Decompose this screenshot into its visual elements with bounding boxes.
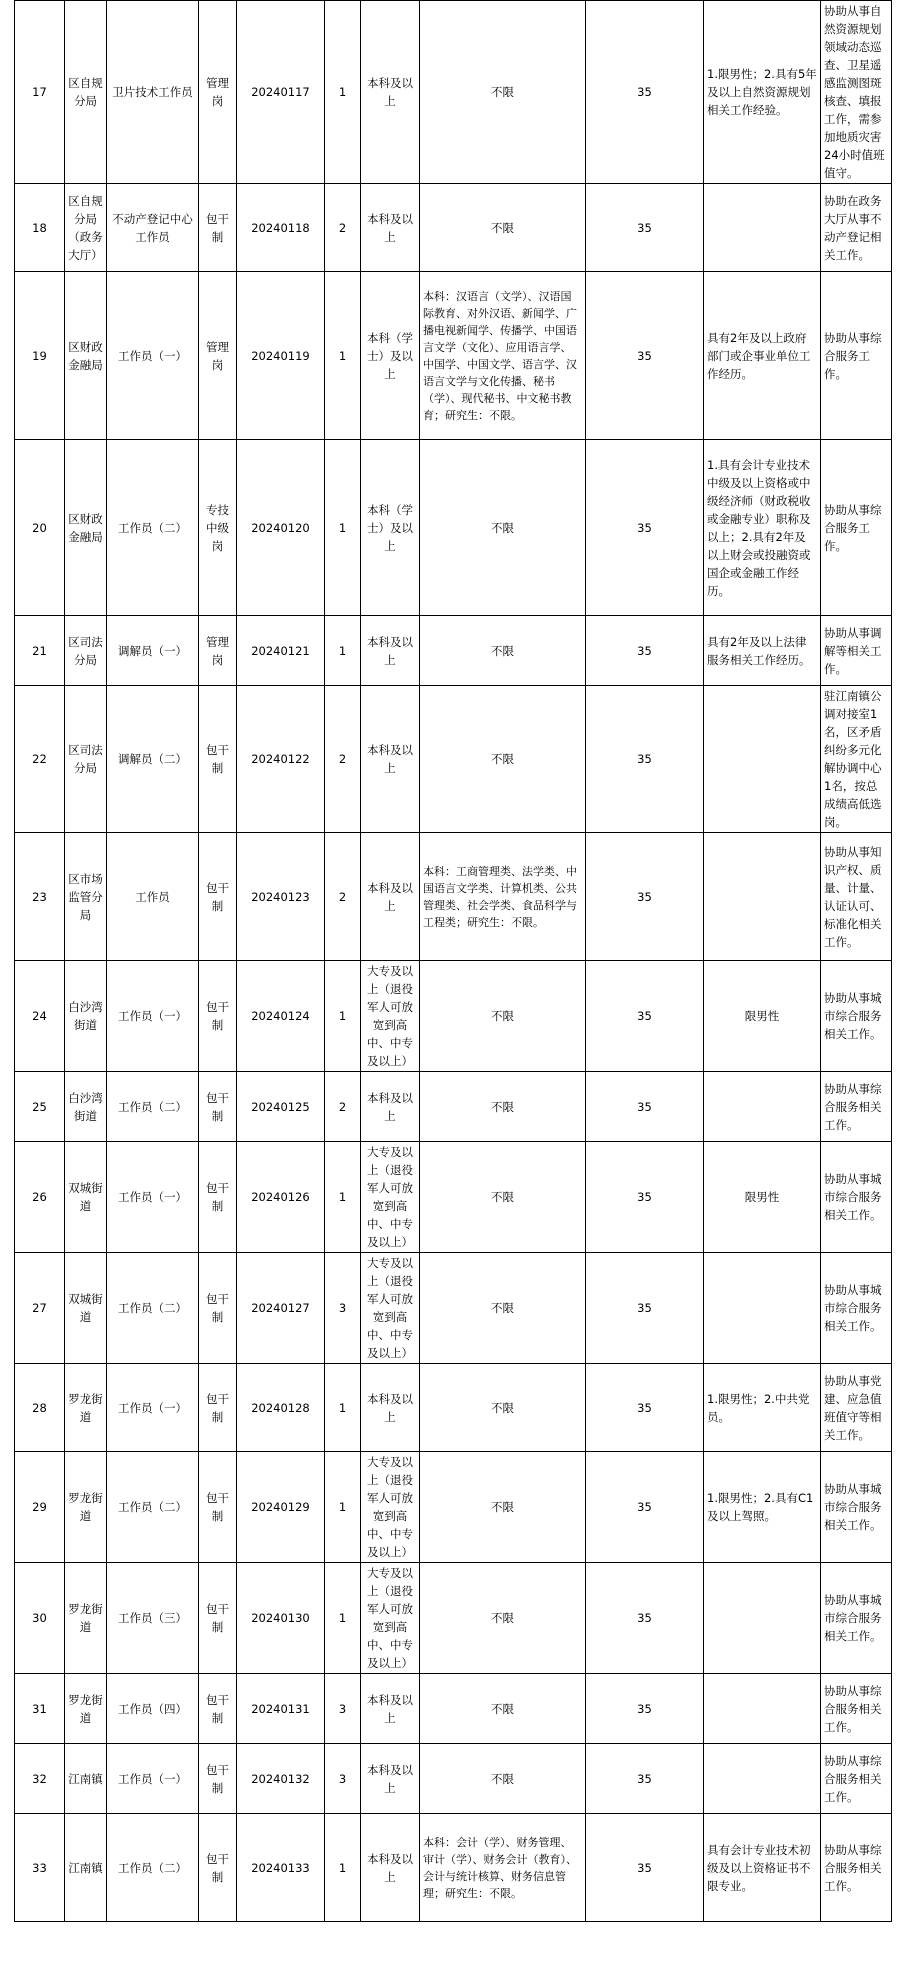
other-requirements-cell xyxy=(704,1744,821,1814)
position-cell: 调解员（二） xyxy=(107,686,199,833)
table-row xyxy=(15,1,892,184)
position-type-cell: 包干制 xyxy=(199,1814,237,1922)
position-code-cell: 20240119 xyxy=(237,272,325,440)
age-cell: 35 xyxy=(586,184,704,272)
row-number: 22 xyxy=(15,686,65,833)
headcount-cell: 2 xyxy=(325,184,361,272)
unit-cell: 双城街道 xyxy=(65,1253,107,1364)
row-number: 30 xyxy=(15,1563,65,1674)
headcount-cell: 2 xyxy=(325,686,361,833)
duty-cell: 协助从事城市综合服务相关工作。 xyxy=(821,961,892,1072)
position-cell: 工作员（二） xyxy=(107,1072,199,1142)
unit-cell: 罗龙街道 xyxy=(65,1452,107,1563)
table-row xyxy=(15,1452,892,1563)
age-cell: 35 xyxy=(586,1452,704,1563)
education-cell: 本科及以上 xyxy=(361,1364,420,1452)
position-type-cell: 包干制 xyxy=(199,184,237,272)
headcount-cell: 1 xyxy=(325,1,361,184)
major-cell: 不限 xyxy=(420,1142,586,1253)
headcount-cell: 1 xyxy=(325,616,361,686)
headcount-cell: 1 xyxy=(325,1814,361,1922)
position-cell: 调解员（一） xyxy=(107,616,199,686)
headcount-cell: 1 xyxy=(325,1142,361,1253)
unit-cell: 罗龙街道 xyxy=(65,1364,107,1452)
row-number: 20 xyxy=(15,440,65,616)
education-cell: 大专及以上（退役军人可放宽到高中、中专及以上） xyxy=(361,1452,420,1563)
unit-cell: 区自规分局（政务大厅） xyxy=(65,184,107,272)
position-cell: 工作员（二） xyxy=(107,440,199,616)
age-cell: 35 xyxy=(586,833,704,961)
education-cell: 大专及以上（退役军人可放宽到高中、中专及以上） xyxy=(361,1563,420,1674)
education-cell: 大专及以上（退役军人可放宽到高中、中专及以上） xyxy=(361,1142,420,1253)
unit-cell: 罗龙街道 xyxy=(65,1674,107,1744)
major-cell: 不限 xyxy=(420,1452,586,1563)
headcount-cell: 1 xyxy=(325,440,361,616)
position-cell: 不动产登记中心工作员 xyxy=(107,184,199,272)
position-cell: 工作员（一） xyxy=(107,961,199,1072)
headcount-cell: 1 xyxy=(325,1563,361,1674)
position-code-cell: 20240124 xyxy=(237,961,325,1072)
position-code-cell: 20240123 xyxy=(237,833,325,961)
age-cell: 35 xyxy=(586,1,704,184)
row-number: 28 xyxy=(15,1364,65,1452)
row-number: 32 xyxy=(15,1744,65,1814)
headcount-cell: 2 xyxy=(325,1072,361,1142)
row-number: 17 xyxy=(15,1,65,184)
education-cell: 大专及以上（退役军人可放宽到高中、中专及以上） xyxy=(361,1253,420,1364)
position-code-cell: 20240118 xyxy=(237,184,325,272)
row-number: 27 xyxy=(15,1253,65,1364)
table-row xyxy=(15,616,892,686)
position-code-cell: 20240126 xyxy=(237,1142,325,1253)
position-cell: 工作员（二） xyxy=(107,1814,199,1922)
position-type-cell: 管理岗 xyxy=(199,1,237,184)
major-cell: 不限 xyxy=(420,184,586,272)
position-type-cell: 包干制 xyxy=(199,1674,237,1744)
unit-cell: 区市场监管分局 xyxy=(65,833,107,961)
education-cell: 本科及以上 xyxy=(361,1744,420,1814)
other-requirements-cell xyxy=(704,1674,821,1744)
unit-cell: 罗龙街道 xyxy=(65,1563,107,1674)
age-cell: 35 xyxy=(586,1253,704,1364)
education-cell: 本科及以上 xyxy=(361,686,420,833)
position-code-cell: 20240122 xyxy=(237,686,325,833)
position-type-cell: 包干制 xyxy=(199,686,237,833)
position-cell: 工作员（四） xyxy=(107,1674,199,1744)
duty-cell: 协助从事综合服务工作。 xyxy=(821,272,892,440)
table-row xyxy=(15,440,892,616)
duty-cell: 协助从事党建、应急值班值守等相关工作。 xyxy=(821,1364,892,1452)
headcount-cell: 3 xyxy=(325,1674,361,1744)
table-row xyxy=(15,1744,892,1814)
position-code-cell: 20240127 xyxy=(237,1253,325,1364)
duty-cell: 协助从事知识产权、质量、计量、认证认可、标准化相关工作。 xyxy=(821,833,892,961)
duty-cell: 协助从事城市综合服务相关工作。 xyxy=(821,1452,892,1563)
position-code-cell: 20240132 xyxy=(237,1744,325,1814)
education-cell: 本科及以上 xyxy=(361,1674,420,1744)
education-cell: 本科及以上 xyxy=(361,616,420,686)
duty-cell: 协助从事城市综合服务相关工作。 xyxy=(821,1253,892,1364)
table-row xyxy=(15,1563,892,1674)
position-cell: 工作员（一） xyxy=(107,1142,199,1253)
education-cell: 大专及以上（退役军人可放宽到高中、中专及以上） xyxy=(361,961,420,1072)
position-type-cell: 包干制 xyxy=(199,1563,237,1674)
other-requirements-cell xyxy=(704,1563,821,1674)
position-code-cell: 20240125 xyxy=(237,1072,325,1142)
position-cell: 工作员 xyxy=(107,833,199,961)
table-row xyxy=(15,1674,892,1744)
position-code-cell: 20240129 xyxy=(237,1452,325,1563)
duty-cell: 协助从事综合服务相关工作。 xyxy=(821,1072,892,1142)
education-cell: 本科（学士）及以上 xyxy=(361,272,420,440)
age-cell: 35 xyxy=(586,1072,704,1142)
education-cell: 本科（学士）及以上 xyxy=(361,440,420,616)
position-cell: 卫片技术工作员 xyxy=(107,1,199,184)
position-code-cell: 20240128 xyxy=(237,1364,325,1452)
major-cell: 不限 xyxy=(420,961,586,1072)
other-requirements-cell xyxy=(704,833,821,961)
education-cell: 本科及以上 xyxy=(361,1814,420,1922)
row-number: 33 xyxy=(15,1814,65,1922)
table-row xyxy=(15,1814,892,1922)
row-number: 18 xyxy=(15,184,65,272)
table-row xyxy=(15,1072,892,1142)
age-cell: 35 xyxy=(586,1364,704,1452)
unit-cell: 白沙湾街道 xyxy=(65,1072,107,1142)
headcount-cell: 1 xyxy=(325,1452,361,1563)
age-cell: 35 xyxy=(586,686,704,833)
age-cell: 35 xyxy=(586,616,704,686)
headcount-cell: 3 xyxy=(325,1744,361,1814)
duty-cell: 协助从事城市综合服务相关工作。 xyxy=(821,1142,892,1253)
row-number: 24 xyxy=(15,961,65,1072)
position-type-cell: 管理岗 xyxy=(199,616,237,686)
education-cell: 本科及以上 xyxy=(361,1072,420,1142)
position-type-cell: 包干制 xyxy=(199,1253,237,1364)
row-number: 29 xyxy=(15,1452,65,1563)
duty-cell: 协助从事综合服务相关工作。 xyxy=(821,1744,892,1814)
age-cell: 35 xyxy=(586,1563,704,1674)
education-cell: 本科及以上 xyxy=(361,1,420,184)
major-cell: 不限 xyxy=(420,1072,586,1142)
age-cell: 35 xyxy=(586,1142,704,1253)
table-row xyxy=(15,1142,892,1253)
position-cell: 工作员（一） xyxy=(107,1364,199,1452)
position-cell: 工作员（一） xyxy=(107,272,199,440)
other-requirements-cell xyxy=(704,184,821,272)
table-row xyxy=(15,272,892,440)
row-number: 19 xyxy=(15,272,65,440)
other-requirements-cell: 1.具有会计专业技术中级及以上资格或中级经济师（财政税收或金融专业）职称及以上；2.具有2年及以上财会或投融资或国企或金融工作经历。 xyxy=(704,440,821,616)
major-cell: 不限 xyxy=(420,1364,586,1452)
position-code-cell: 20240117 xyxy=(237,1,325,184)
age-cell: 35 xyxy=(586,1814,704,1922)
other-requirements-cell: 1.限男性；2.中共党员。 xyxy=(704,1364,821,1452)
position-type-cell: 包干制 xyxy=(199,833,237,961)
headcount-cell: 1 xyxy=(325,961,361,1072)
age-cell: 35 xyxy=(586,1744,704,1814)
table-row xyxy=(15,184,892,272)
other-requirements-cell: 具有会计专业技术初级及以上资格证书不限专业。 xyxy=(704,1814,821,1922)
other-requirements-cell xyxy=(704,686,821,833)
position-code-cell: 20240131 xyxy=(237,1674,325,1744)
position-type-cell: 包干制 xyxy=(199,961,237,1072)
other-requirements-cell: 1.限男性；2.具有C1及以上驾照。 xyxy=(704,1452,821,1563)
position-cell: 工作员（二） xyxy=(107,1253,199,1364)
major-cell: 不限 xyxy=(420,1744,586,1814)
unit-cell: 江南镇 xyxy=(65,1744,107,1814)
major-cell: 本科：汉语言（文学）、汉语国际教育、对外汉语、新闻学、广播电视新闻学、传播学、中国语言文学（文化）、应用语言学、中国学、中国文学、语言学、汉语言文学与文化传播、秘书（学）、现代秘书、中文秘书教育；研究生：不限。 xyxy=(420,272,586,440)
unit-cell: 白沙湾街道 xyxy=(65,961,107,1072)
table-row xyxy=(15,686,892,833)
position-cell: 工作员（三） xyxy=(107,1563,199,1674)
duty-cell: 协助从事城市综合服务相关工作。 xyxy=(821,1563,892,1674)
row-number: 31 xyxy=(15,1674,65,1744)
other-requirements-cell: 限男性 xyxy=(704,961,821,1072)
other-requirements-cell: 限男性 xyxy=(704,1142,821,1253)
duty-cell: 驻江南镇公调对接室1名，区矛盾纠纷多元化解协调中心1名，按总成绩高低选岗。 xyxy=(821,686,892,833)
unit-cell: 区财政金融局 xyxy=(65,440,107,616)
unit-cell: 区自规分局 xyxy=(65,1,107,184)
age-cell: 35 xyxy=(586,440,704,616)
unit-cell: 双城街道 xyxy=(65,1142,107,1253)
major-cell: 不限 xyxy=(420,1563,586,1674)
row-number: 21 xyxy=(15,616,65,686)
position-code-cell: 20240120 xyxy=(237,440,325,616)
headcount-cell: 1 xyxy=(325,272,361,440)
other-requirements-cell xyxy=(704,1072,821,1142)
position-type-cell: 包干制 xyxy=(199,1452,237,1563)
position-code-cell: 20240121 xyxy=(237,616,325,686)
position-cell: 工作员（二） xyxy=(107,1452,199,1563)
position-code-cell: 20240130 xyxy=(237,1563,325,1674)
position-type-cell: 包干制 xyxy=(199,1364,237,1452)
age-cell: 35 xyxy=(586,272,704,440)
duty-cell: 协助从事调解等相关工作。 xyxy=(821,616,892,686)
position-cell: 工作员（一） xyxy=(107,1744,199,1814)
major-cell: 不限 xyxy=(420,1253,586,1364)
row-number: 26 xyxy=(15,1142,65,1253)
other-requirements-cell: 具有2年及以上法律服务相关工作经历。 xyxy=(704,616,821,686)
duty-cell: 协助从事综合服务相关工作。 xyxy=(821,1674,892,1744)
row-number: 23 xyxy=(15,833,65,961)
position-type-cell: 专技中级岗 xyxy=(199,440,237,616)
headcount-cell: 2 xyxy=(325,833,361,961)
position-type-cell: 包干制 xyxy=(199,1072,237,1142)
duty-cell: 协助从事综合服务工作。 xyxy=(821,440,892,616)
position-type-cell: 包干制 xyxy=(199,1744,237,1814)
duty-cell: 协助在政务大厅从事不动产登记相关工作。 xyxy=(821,184,892,272)
major-cell: 本科：会计（学）、财务管理、审计（学）、财务会计（教育）、会计与统计核算、财务信息管理；研究生：不限。 xyxy=(420,1814,586,1922)
major-cell: 不限 xyxy=(420,686,586,833)
education-cell: 本科及以上 xyxy=(361,833,420,961)
table-row xyxy=(15,1253,892,1364)
major-cell: 本科：工商管理类、法学类、中国语言文学类、计算机类、公共管理类、社会学类、食品科学与工程类；研究生：不限。 xyxy=(420,833,586,961)
unit-cell: 区司法分局 xyxy=(65,686,107,833)
unit-cell: 区财政金融局 xyxy=(65,272,107,440)
major-cell: 不限 xyxy=(420,440,586,616)
major-cell: 不限 xyxy=(420,1,586,184)
position-type-cell: 管理岗 xyxy=(199,272,237,440)
education-cell: 本科及以上 xyxy=(361,184,420,272)
table-row xyxy=(15,961,892,1072)
headcount-cell: 1 xyxy=(325,1364,361,1452)
duty-cell: 协助从事自然资源规划领域动态巡查、卫星遥感监测图斑核查、填报工作，需参加地质灾害24小时值班值守。 xyxy=(821,1,892,184)
unit-cell: 区司法分局 xyxy=(65,616,107,686)
age-cell: 35 xyxy=(586,1674,704,1744)
unit-cell: 江南镇 xyxy=(65,1814,107,1922)
headcount-cell: 3 xyxy=(325,1253,361,1364)
position-code-cell: 20240133 xyxy=(237,1814,325,1922)
other-requirements-cell xyxy=(704,1253,821,1364)
major-cell: 不限 xyxy=(420,616,586,686)
major-cell: 不限 xyxy=(420,1674,586,1744)
age-cell: 35 xyxy=(586,961,704,1072)
table-row xyxy=(15,833,892,961)
other-requirements-cell: 具有2年及以上政府部门或企事业单位工作经历。 xyxy=(704,272,821,440)
duty-cell: 协助从事综合服务相关工作。 xyxy=(821,1814,892,1922)
other-requirements-cell: 1.限男性；2.具有5年及以上自然资源规划相关工作经验。 xyxy=(704,1,821,184)
recruitment-table xyxy=(14,0,892,1922)
position-type-cell: 包干制 xyxy=(199,1142,237,1253)
row-number: 25 xyxy=(15,1072,65,1142)
table-row xyxy=(15,1364,892,1452)
